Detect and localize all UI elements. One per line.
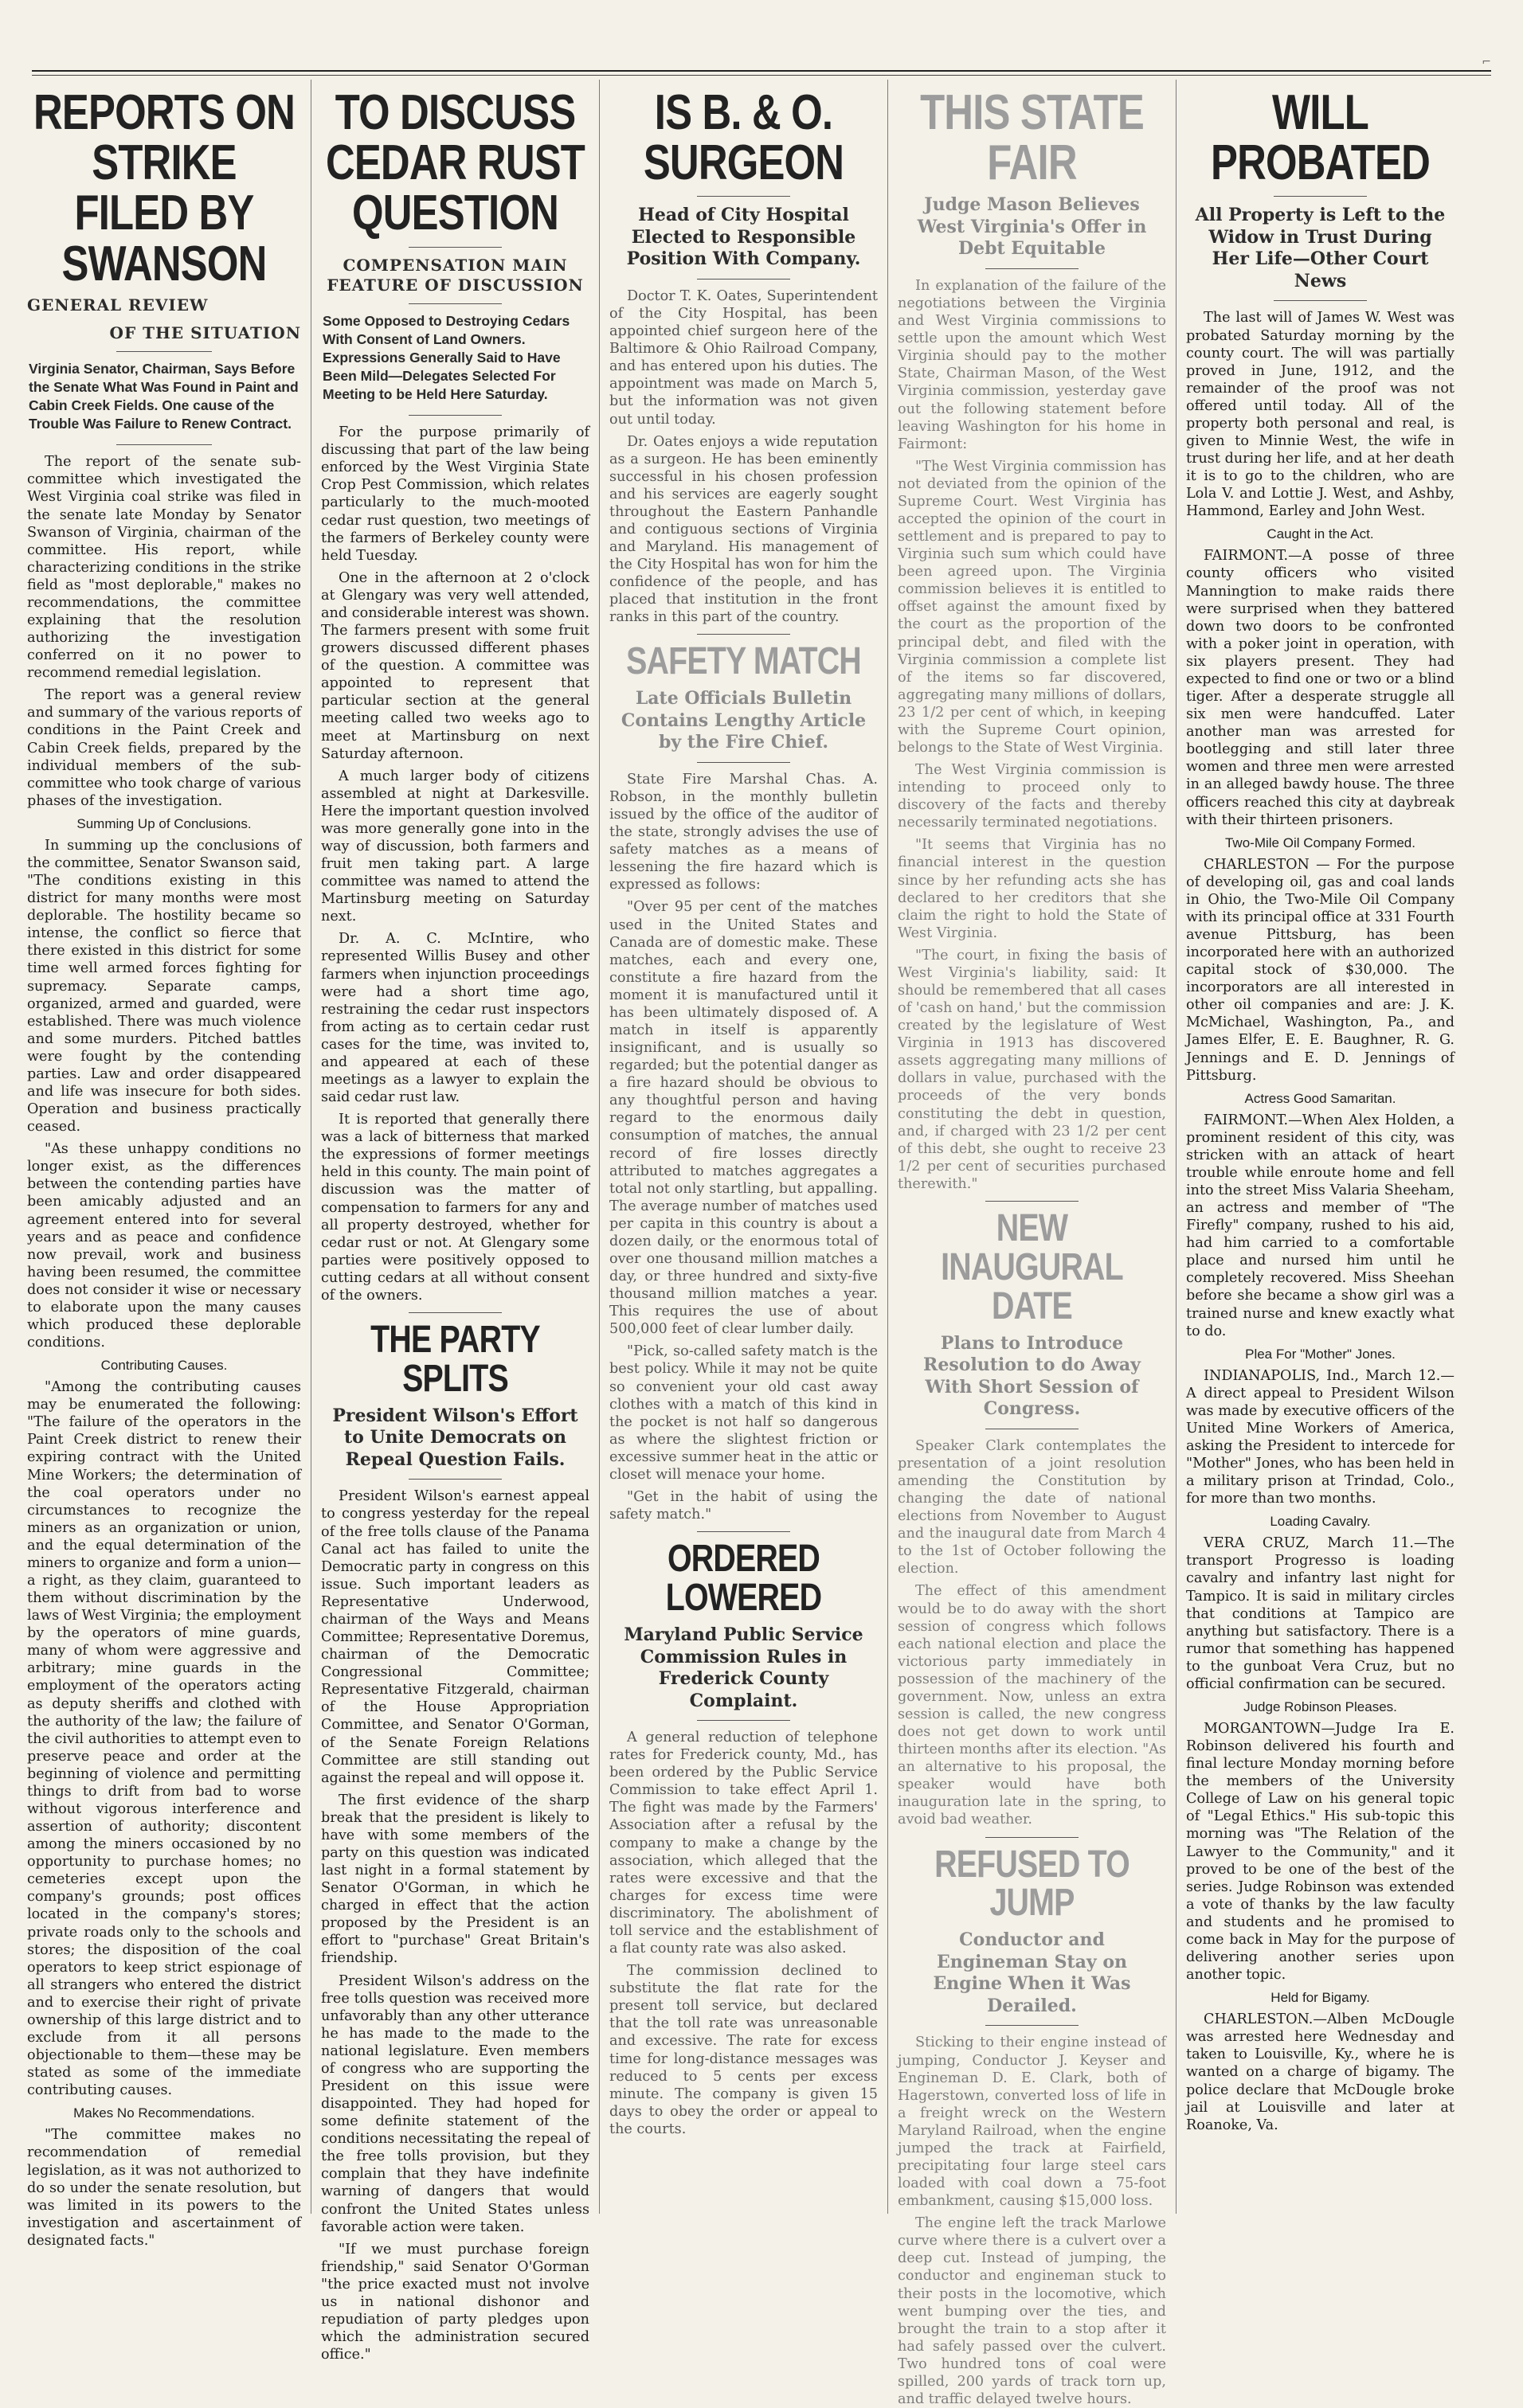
deck: All Property is Left to the Widow in Trust During Her Life—Other Court News [1195, 205, 1446, 291]
column-will-probated [1176, 80, 1464, 2214]
article-paragraph: The commission declined to substitute the flat rate for the present toll service, but declared that the toll rate was unreasonable and excessive. The rate for excess time for long-distance messages was reduced to 5 cents per excess minute. The company is given 15 days to obey the order or appeal to the courts. [609, 1963, 878, 2137]
headline: REPORTS ON STRIKE FILED BY SWANSON [33, 85, 295, 291]
headline: WILL PROBATED [1211, 85, 1430, 191]
divider [409, 1479, 503, 1480]
article-paragraph: FAIRMONT.—When Alex Holden, a prominent resident of this city, was stricken with an attack of heart trouble while enroute home and fell into the street Miss Valaria Sheeham, an actress and member of "The Firefly" company, rushed to his aid, had him carried to a comfortable place and nursed him until he completely recovered. Miss Sheehan before she became a show girl was a trained nurse and knew exactly what to do. [1186, 1112, 1454, 1339]
article-paragraph: The last will of James W. West was probated Saturday morning by the county court. The will was partially proved in June, 1912, and the remainder of the proof was not offered until today. All of the property both personal and real, is given to Minnie West, the wife in trust during her life, and at her death it is to go to the children, who are Lola V. and Lottie J. West, and Ashby, Hammond, Earley and John West. [1186, 310, 1454, 520]
article-paragraph: MORGANTOWN—Judge Ira E. Robinson delivered his fourth and final lecture Monday morning before the members of the University College of Law on his general topic of "Legal Ethics." His sub-topic this morning was "The Relation of the Lawyer to the Community," and it proved to be one of the best of the series. Judge Robinson was extended a vote of thanks by the law faculty and students and he promised to come back in May for the purpose of delivering another series upon another topic. [1186, 1721, 1454, 1984]
divider [697, 196, 791, 197]
masthead-rule [32, 70, 1491, 72]
article-paragraph: VERA CRUZ, March 11.—The transport Progresso is loading cavalry and infantry last night for Tampico. It is said in military circles that conditions at Tampico are anything but satisfactory. There is a rumor that something has happened to the gunboat Vera Cruz, but no official confirmation can be secured. [1186, 1535, 1454, 1692]
subheading: Actress Good Samaritan. [1244, 1090, 1396, 1106]
column-bo-surgeon [599, 80, 887, 2214]
divider [985, 2025, 1079, 2026]
article-paragraph: "Pick, so-called safety match is the best policy. While it may not be quite so convenient your old cast away clothes with a match of this kind in the pocket is not half so dangerous as where the slightest friction or excessive summer heat in the attic or closet will menace your home. [609, 1343, 878, 1483]
article-paragraph: The effect of this amendment would be to do away with the short session of congress which follows each national election and place the victorious party immediately in possession of the machinery of the government. Now, unless an extra session is called, the new congress does not get down to work until thirteen months after its election. "As an alternative to his proposal, the speaker would have both inauguration late in the spring, to avoid bad weather. [898, 1583, 1166, 1828]
divider [697, 1720, 791, 1721]
divider [697, 1531, 791, 1532]
article-summary: Virginia Senator, Chairman, Says Before the Senate What Was Found in Paint and Cabin Creek Fields. One cause of the Trouble Was Failure to Renew Contract. [29, 360, 299, 432]
article-paragraph: "Get in the habit of using the safety match." [609, 1489, 878, 1523]
divider [985, 268, 1079, 269]
article-paragraph: Sticking to their engine instead of jumping, Conductor J. Keyser and Engineman D. E. Clark, both of Hagerstown, converted loss of life in a freight wreck on the Western Maryland Railroad, when the engine jumped the track at Fairfield, precipitating four large steel cars loaded with coal down a 75-foot embankment, causing $15,000 loss. [898, 2035, 1166, 2210]
headline: ORDERED LOWERED [665, 1538, 822, 1620]
headline: IS B. & O. SURGEON [643, 85, 844, 191]
divider [409, 415, 503, 416]
divider [697, 762, 791, 763]
divider [116, 444, 212, 445]
subheading: Plea For "Mother" Jones. [1245, 1346, 1396, 1362]
deck: Conductor and Engineman Stay on Engine When it Was Derailed. [933, 1929, 1131, 2016]
article-paragraph: Speaker Clark contemplates the presentation of a joint resolution amending the Constitution by changing the date of national elections from November to August and the inaugural date from March 4 to the 1st of October following the election. [898, 1437, 1166, 1577]
article-paragraph: The first evidence of the sharp break that the president is likely to have with some members of the party on this question was indicated last night in a formal statement by Senator O'Gorman, in which he charged in effect that the action proposed by the President is an effort to "purchase" Great Britain's friendship. [321, 1792, 589, 1967]
subheading: Held for Bigamy. [1270, 1990, 1370, 2006]
headline: SAFETY MATCH [626, 640, 861, 683]
deck: OF THE SITUATION [109, 322, 301, 342]
divider [1274, 300, 1368, 301]
article-paragraph: For the purpose primarily of discussing that part of the law being enforced by the West Virginia State Crop Pest Commission, which relates particularly to the much-mooted cedar rust question, two meetings of the farmers of Berkeley county were held Tuesday. [321, 424, 589, 564]
deck: President Wilson's Effort to Unite Democrats on Repeal Question Fails. [332, 1405, 578, 1470]
deck: COMPENSATION MAIN FEATURE OF DISCUSSION [327, 255, 584, 295]
article-paragraph: The engine left the track Marlowe curve where there is a culvert over a deep cut. Instead of jumping, the conductor and engineman stuck to their posts in the locomotive, which went bumping over the ties, and brought the train to a stop after it had safely passed over the culvert. Two hundred tons of coal were spilled, 200 yards of track torn up, and traffic delayed twelve hours. [898, 2215, 1166, 2407]
deck: Maryland Public Service Commission Rules in Frederick County Complaint. [624, 1624, 863, 1711]
article-paragraph: "Among the contributing causes may be enumerated the following: "The failure of the operators in the Paint Creek district to renew their expiring contract with the United Mine Workers; the determination of the coal operators under no circumstances to recognize the miners as an organization or union, and the equal determination of the miners to organize and form a union—a right, as they claim, guaranteed to them without discrimination by the laws of West Virginia; the employment by the operators of mine guards, many of whom were aggressive and arbitrary; mine guards in the employment of the operators acting as deputy sheriffs and clothed with the authority of the law; the failure of the civil authorities to attempt even to preserve peace and order at the beginning of violence and permitting things to drift from bad to worse without vigorous interference and assertion of authority; discontent among the miners occasioned by no opportunity to purchase homes; no cemeteries except upon the company's grounds; post offices located in the company's stores; private roads only to the schools and stores; the disposition of the coal operators to keep strict espionage of all strangers who entered the district and to exercise their right of private ownership of this large district and to exclude from it all persons objectionable to them—these may be stated as some of the immediate contributing causes. [27, 1379, 301, 2099]
deck: Plans to Introduce Resolution to do Away With Short Session of Congress. [923, 1332, 1141, 1420]
divider [409, 1312, 503, 1313]
divider [1274, 196, 1368, 197]
article-paragraph: Dr. A. C. McIntire, who represented Willis Busey and other farmers when injunction proceedings were had a short time ago, restraining the cedar rust inspectors from acting as to certain cedar rust cases for the time, was invited to, and appeared at each of these meetings as a lawyer to explain the said cedar rust law. [321, 931, 589, 1106]
divider [409, 247, 503, 248]
deck: Judge Mason Believes West Virginia's Offer in Debt Equitable [917, 194, 1147, 260]
article-paragraph: Dr. Oates enjoys a wide reputation as a surgeon. He has been eminently successful in his chosen profession and his services are eagerly sought throughout the Eastern Panhandle and contiguous sections of Virginia and Maryland. His management of the City Hospital has won for him the confidence of the people, and has placed that institution in the front ranks in this part of the country. [609, 433, 878, 626]
article-paragraph: CHARLESTON — For the purpose of developing oil, gas and coal lands in Ohio, the Two-Mile Oil Company with its principal office at 331 Fourth avenue Pittsburg, has been incorporated here with an authorized capital stock of $30,000. The incorporators are all interested in other oil companies and are: J. K. McMichael, Washington, Pa., and James Elfer, E. E. Baughner, R. G. Jennings and E. D. Jennings of Pittsburg. [1186, 856, 1454, 1084]
column-strike-report [22, 80, 311, 2249]
deck: Head of City Hospital Elected to Responsible Position With Company. [626, 205, 861, 270]
deck: GENERAL REVIEW [27, 295, 209, 315]
article-paragraph: President Wilson's earnest appeal to congress yesterday for the repeal of the free tolls clause of the Panama Canal act has failed to unite the Democratic party in congress on this issue. Such important leaders as Representative Underwood, chairman of the Ways and Means Committee; Representative Doremus, chairman of the Democratic Congressional Committee; Representative Fitzgerald, chairman of the House Appropriation Committee, and Senator O'Gorman, of the Senate Foreign Relations Committee are still standing out against the repeal and will oppose it. [321, 1488, 589, 1786]
article-paragraph: One in the afternoon at 2 o'clock at Glengary was very well attended, and considerable interest was shown. The farmers present with some fruit growers discussed different phases of the question. A committee was appointed to represent that particular section at the general meeting called two weeks ago to meet at Martinsburg on next Saturday afternoon. [321, 569, 589, 762]
article-paragraph: A much larger body of citizens assembled at night at Darkesville. Here the important question involved was more generally gone into in the way of discussion, both farmers and fruit men taking part. A large committee was named to attend the Martinsburg meeting on Saturday next. [321, 768, 589, 925]
divider [697, 634, 791, 635]
headline: TO DISCUSS CEDAR RUST QUESTION [325, 85, 585, 241]
subheading: Two-Mile Oil Company Formed. [1224, 835, 1415, 850]
article-paragraph: "It seems that Virginia has no financial interest in the question since by her refunding acts she has declared to her creditors that she claim the right to hold the State of West Virginia. [898, 837, 1166, 941]
subheading: Caught in the Act. [1267, 526, 1374, 542]
headline: NEW INAUGURAL DATE [941, 1206, 1123, 1327]
article-paragraph: The report was a general review and summary of the various reports of conditions in the Paint Creek and Cabin Creek fields, prepared by the individual members of the sub-committee who took charge of various phases of the investigation. [27, 687, 301, 809]
article-paragraph: President Wilson's address on the free tolls question was received more unfavorably than any other utterance he has made to the made to the national legislature. Even members of congress who are supporting the President on this issue were disappointed. They had hoped for some definite statement of the conditions necessitating the repeal of the free tolls provision, but they complain that they have indefinite warning of dangers that would confront the United States unless favorable action were taken. [321, 1972, 589, 2235]
page-corner-mark: ⌐ [1482, 56, 1491, 68]
deck: Late Officials Bulletin Contains Lengthy Article by the Fire Chief. [621, 688, 867, 753]
article-paragraph: A general reduction of telephone rates for Frederick county, Md., has been ordered by the Public Service Commission to take effect April 1. The fight was made by the Farmers' Association after a refusal by the company to make a change by the association, which alleged that the rates were excessive and that the charges for excess time were discriminatory. The abolishment of toll service and the establishment of a flat county rate was also asked. [609, 1730, 878, 1957]
column-cedar-rust [311, 80, 599, 2363]
article-paragraph: "The West Virginia commission has not deviated from the opinion of the Supreme Court. West Virginia has accepted the opinion of the court in settlement and is prepared to pay to Virginia such sum which could have been agreed upon. The Virginia commission believes it is entitled to offset against the amount fixed by the court as the proportion of the principal debt, and filed with the Virginia commission a complete list of the items so far discovered, aggregating many millions of dollars, 23 1/2 per cent of which, in keeping with the Supreme Court opinion, belongs to the State of West Virginia. [898, 458, 1166, 756]
headline: REFUSED TO JUMP [934, 1843, 1130, 1925]
subheading: Makes No Recommendations. [73, 2105, 255, 2121]
subheading: Judge Robinson Pleases. [1243, 1699, 1397, 1715]
divider [985, 1201, 1079, 1202]
article-paragraph: CHARLESTON.—Alben McDougle was arrested here Wednesday and taken to Louisville, Ky., where he is wanted on a charge of bigamy. The police declare that McDougle broke jail at Louisville and later at Roanoke, Va. [1186, 2011, 1454, 2133]
article-paragraph: The West Virginia commission is intending to proceed only to discovery of the facts and thereby necessarily terminated negotiations. [898, 762, 1166, 831]
article-paragraph: Doctor T. K. Oates, Superintendent of the City Hospital, has been appointed chief surgeon here of the Baltimore & Ohio Railroad Company, and has entered upon his duties. The appointment was made on March 5, but the information was not given out until today. [609, 287, 878, 428]
article-paragraph: "As these unhappy conditions no longer exist, as the differences between the contending parties have been amicably adjusted and an agreement entered into for several years and as peace and confidence now prevail, work and business having been resumed, the committee does not consider it wise or necessary to elaborate upon the many causes which produced these deplorable conditions. [27, 1141, 301, 1351]
article-paragraph: INDIANAPOLIS, Ind., March 12.—A direct appeal to President Wilson was made by executive officers of the United Mine Workers of America, asking the President to intercede for "Mother" Jones, who has been held in a military prison at Trindad, Colo., for more than two months. [1186, 1367, 1454, 1507]
divider [697, 279, 791, 280]
masthead-rule-thin [32, 75, 1491, 76]
article-paragraph: In explanation of the failure of the negotiations between the Virginia and West Virginia commissions to settle upon the amount which West Virginia should pay to the mother State, Chairman Mason, of the West Virginia commission, yesterday gave out the following statement before leaving Washington for his home in Fairmont: [898, 277, 1166, 452]
subheading: Loading Cavalry. [1270, 1514, 1371, 1530]
article-paragraph: "The committee makes no recommendation of remedial legislation, as it was not authorized to do so under the senate resolution, but was limited in its powers to the investigation and ascertainment of designated facts." [27, 2127, 301, 2249]
article-paragraph: "If we must purchase foreign friendship," said Senator O'Gorman "the price exacted must not involve us in national dishonor and repudiation of party pledges upon which the administration secured office." [321, 2241, 589, 2363]
article-paragraph: State Fire Marshal Chas. A. Robson, in the monthly bulletin issued by the office of the auditor of the state, strongly advises the use of safety matches as a means of lessening the fire hazard which is expressed as follows: [609, 771, 878, 893]
column-state-fair [887, 80, 1176, 2407]
subheading: Contributing Causes. [100, 1358, 228, 1374]
subheading: Summing Up of Conclusions. [76, 815, 252, 831]
headline: THIS STATE FAIR [920, 85, 1144, 191]
divider [116, 351, 212, 352]
newspaper-page [22, 80, 1504, 2407]
article-paragraph: "Over 95 per cent of the matches used in the United States and Canada are of domestic make. These matches, each and every one, constitute a fire hazard from the moment it is manufactured until it has been ultimately disposed of. A match in itself is apparently insignificant, and is usually so regarded; but the potential danger as a fire hazard should be obvious to any thoughtful person and having regard to the enormous daily consumption of matches, the annual record of fire losses directly attributed to matches aggregates a total not only startling, but appalling. The average number of matches used per capita in this country is about a dozen daily, or the enormous total of over one thousand million matches a day, or three hundred and sixty-five thousand million matches a year. This requires the use of about 500,000 feet of clear lumber daily. [609, 899, 878, 1338]
article-paragraph: In summing up the conclusions of the committee, Senator Swanson said, "The conditions existing in this district for many months were most deplorable. The hostility became so intense, the conflict so fierce that there existed in this district for some time well armed forces fighting for supremacy. Separate camps, organized, armed and guarded, were established. There was much violence and some murders. Pitched battles were fought by the contending parties. Law and order disappeared and life was insecure for both sides. Operation and business practically ceased. [27, 837, 301, 1136]
headline: THE PARTY SPLITS [370, 1319, 540, 1400]
article-summary: Some Opposed to Destroying Cedars With Consent of Land Owners. Expressions Generally Said to Have Been Mild—Delegates Selected For Meeting to be Held Here Saturday. [323, 312, 570, 403]
divider [985, 1837, 1079, 1838]
article-paragraph: "The court, in fixing the basis of West Virginia's liability, said: It should be remembered that all cases of 'cash on hand,' but the commission created by the legislature of West Virginia in 1913 has discovered assets aggregating many millions of dollars in value, purchased with the proceeds of the very bonds constituting the debt in question, and, if charged with 23 1/2 per cent of this debt, she ought to receive 23 1/2 per cent of securities purchased therewith." [898, 947, 1166, 1192]
article-paragraph: FAIRMONT.—A posse of three county officers who visited Manningtion to make raids there were surprised when they battered down two doors to be confronted with a poker joint in operation, with six players present. They had expected to find one or two or a blind tiger. After a desperate struggle all six men were handcuffed. Later another man was arrested for bootlegging and still later three women and three men were arrested in an alleged bawdy house. The three officers reached this city at daybreak with their thirteen prisoners. [1186, 548, 1454, 828]
divider [409, 303, 503, 304]
article-paragraph: The report of the senate sub-committee which investigated the West Virginia coal strike was filed in the senate late Monday by Senator Swanson of Virginia, chairman of the committee. His report, while characterizing conditions in the strike field as "most deplorable," makes no recommendations, the committee explaining that the resolution authorizing the investigation conferred on it no power to recommend remedial legislation. [27, 454, 301, 682]
article-paragraph: It is reported that generally there was a lack of bitterness that marked the expressions of former meetings held in this county. The main point of discussion was the matter of compensation to farmers for any and all property destroyed, whether for cedar rust or not. At Glengary some parties were positively opposed to cutting cedars at all without consent of the owners. [321, 1112, 589, 1304]
